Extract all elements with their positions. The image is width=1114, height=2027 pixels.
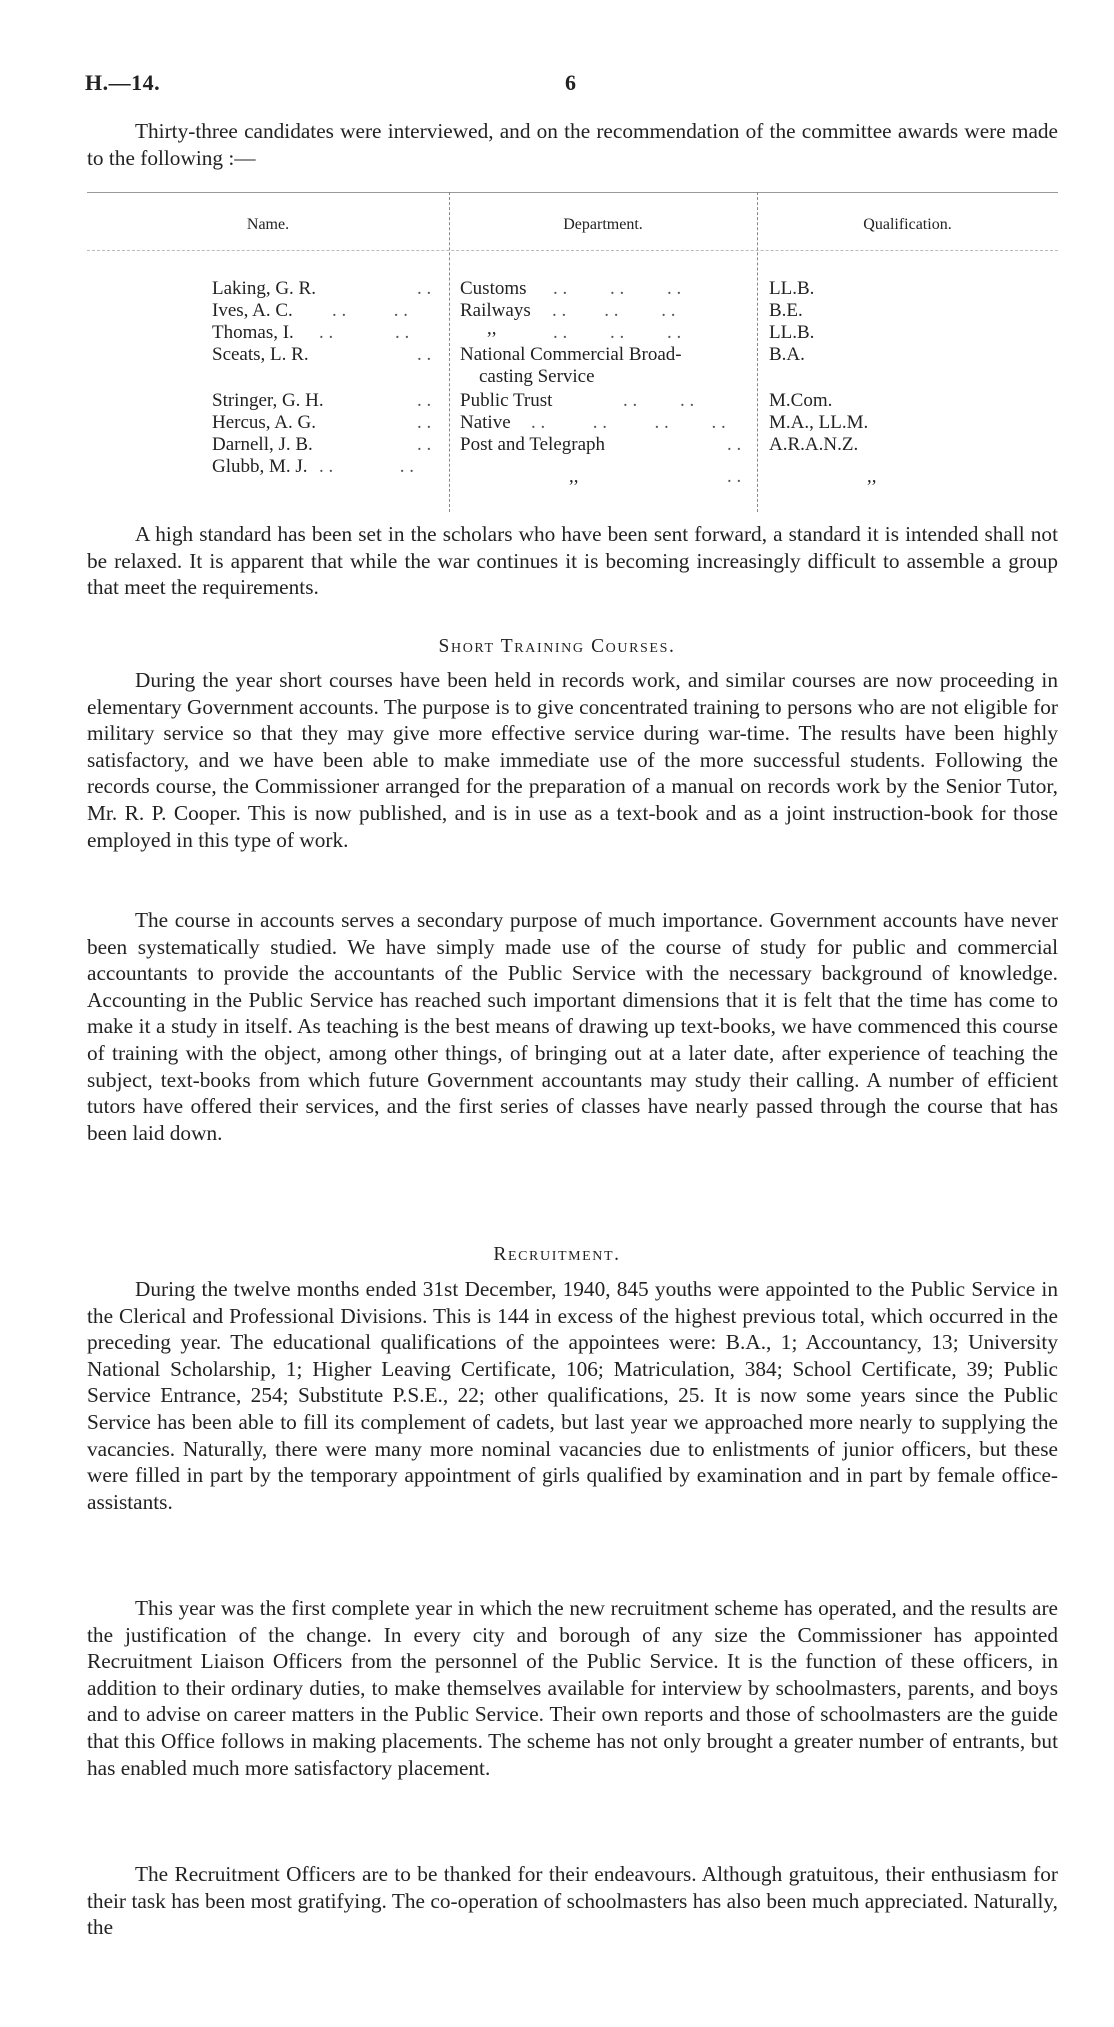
table-row-qualification: M.A., LL.M. bbox=[769, 412, 869, 433]
leader-dots: . . bbox=[417, 278, 432, 299]
document-code: H.—14. bbox=[85, 70, 161, 95]
table-header-rule bbox=[87, 250, 1058, 251]
leader-dots: . . . . bbox=[319, 456, 414, 477]
table-row-qualification: B.A. bbox=[769, 344, 805, 365]
leader-dots: . . bbox=[417, 344, 432, 365]
leader-dots: . . . . bbox=[623, 390, 695, 411]
table-row-name: Darnell, J. B. bbox=[212, 434, 313, 455]
leader-dots: . . bbox=[417, 390, 432, 411]
table-row-qualification: LL.B. bbox=[769, 322, 815, 343]
section-heading-recruitment: Recruitment. bbox=[493, 1244, 621, 1265]
table-row-qualification: A.R.A.N.Z. bbox=[769, 434, 859, 455]
table-row-department: Public Trust bbox=[460, 390, 553, 411]
table-row-department: Customs bbox=[460, 278, 527, 299]
table-row-name: Thomas, I. bbox=[212, 322, 294, 343]
table-row-department: Post and Telegraph bbox=[460, 434, 606, 455]
table-row-department: Native bbox=[460, 412, 511, 433]
short-training-paragraph-1: During the year short courses have been held in records work, and similar courses are now proceeding in elementary Government accounts. The purpose is to give concentrated training to persons who are not eligible for military service so that they may give more effective service during war-time. The results have been highly satisfactory, and we have been able to make immediate use of the more successful students. Following the records course, the Commissioner arranged for the preparation of a manual on records work by the Senior Tutor, Mr. R. P. Cooper. This is now published, and is in use as a text-book and as a joint instruction-book for those employed in this type of work. bbox=[87, 668, 1058, 852]
leader-dots: . . . . . . bbox=[552, 300, 676, 321]
table-row-department-line-2: casting Service bbox=[479, 366, 595, 387]
table-row-name: Glubb, M. J. bbox=[212, 456, 308, 477]
table-row-department-line-1: National Commercial Broad- bbox=[460, 344, 682, 365]
table-row-department: Railways bbox=[460, 300, 531, 321]
leader-dots: . . bbox=[417, 434, 432, 455]
short-training-paragraph-2: The course in accounts serves a secondary purpose of much importance. Government accounts have never been systematically studied. We have simply made use of the course of study for public and commercial accountants to provide the accountants of the Public Service with the necessary background of knowledge. Accounting in the Public Service has reached such important dimensions that it is felt that the time has come to make it a study in itself. As teaching is the best means of drawing up text-books, we have commenced this course of training with the object, among other things, of bringing out at a later date, after experience of teaching the subject, text-books from which future Government accountants may study their calling. A number of efficient tutors have offered their services, and the first series of classes have nearly passed through the course that has been laid down. bbox=[87, 908, 1058, 1145]
page-number: 6 bbox=[565, 70, 576, 95]
column-header-name: Name. bbox=[246, 216, 290, 233]
leader-dots: . . . . bbox=[319, 322, 410, 343]
table-row-name: Sceats, L. R. bbox=[212, 344, 309, 365]
leader-dots: . . bbox=[727, 466, 742, 487]
table-row-department: ,, bbox=[569, 466, 579, 487]
leader-dots: . . . . . . bbox=[553, 322, 682, 343]
leader-dots: . . bbox=[727, 434, 742, 455]
table-column-divider-1 bbox=[449, 192, 450, 512]
leader-dots: . . . . . . bbox=[553, 278, 682, 299]
standard-paragraph: A high standard has been set in the scholars who have been sent forward, a standard it is intended shall not be relaxed. It is apparent that while the war continues it is becoming increasingly difficult to assemble a group that meet the requirements. bbox=[87, 522, 1058, 600]
table-row-department: ,, bbox=[487, 318, 497, 339]
table-row-qualification: ,, bbox=[867, 466, 877, 487]
table-column-divider-2 bbox=[757, 192, 758, 512]
intro-paragraph: Thirty-three candidates were interviewed, and on the recommendation of the committee awards were made to the following :— bbox=[87, 119, 1058, 170]
table-row-qualification: B.E. bbox=[769, 300, 803, 321]
leader-dots: . . . . bbox=[332, 300, 408, 321]
table-row-name: Laking, G. R. bbox=[212, 278, 316, 299]
table-row-qualification: M.Com. bbox=[769, 390, 833, 411]
awards-table bbox=[87, 192, 1058, 514]
table-row-qualification: LL.B. bbox=[769, 278, 815, 299]
table-row-name: Stringer, G. H. bbox=[212, 390, 324, 411]
recruitment-paragraph-1: During the twelve months ended 31st December, 1940, 845 youths were appointed to the Public Service in the Clerical and Professional Divisions. This is 144 in excess of the highest previous total, which occurred in the preceding year. The educational qualifications of the appointees were: B.A., 1; Accountancy, 13; University National Scholarship, 1; Higher Leaving Certificate, 106; Matriculation, 384; School Certificate, 39; Public Service Entrance, 254; Substitute P.S.E., 22; other qualifications, 25. It is now some years since the Public Service has been able to fill its complement of cadets, but last year we approached more nearly to supplying the vacancies. Naturally, there were many more nominal vacancies due to enlistments of junior officers, but these were filled in part by the temporary appointment of girls qualified by examination and in part by female office-assistants. bbox=[87, 1277, 1058, 1514]
table-row-name: Hercus, A. G. bbox=[212, 412, 316, 433]
table-top-rule bbox=[87, 192, 1058, 193]
table-row-name: Ives, A. C. bbox=[212, 300, 293, 321]
leader-dots: . . bbox=[417, 412, 432, 433]
column-header-qualification: Qualification. bbox=[863, 216, 952, 233]
recruitment-paragraph-3: The Recruitment Officers are to be thanked for their endeavours. Although gratuitous, their enthusiasm for their task has been most gratifying. The co-operation of schoolmasters has also been much appreciated. Naturally, the bbox=[87, 1862, 1058, 1940]
section-heading-short-training: Short Training Courses. bbox=[438, 636, 676, 657]
column-header-department: Department. bbox=[563, 216, 643, 233]
recruitment-paragraph-2: This year was the first complete year in which the new recruitment scheme has operated, and the results are the justification of the change. In every city and borough of any size the Commissioner has appointed Recruitment Liaison Officers from the personnel of the Public Service. It is the function of these officers, in addition to their ordinary duties, to make themselves available for interview by schoolmasters, parents, and boys and to advise on career matters in the Public Service. Their own reports and those of schoolmasters are the guide that this Office follows in making placements. The scheme has not only brought a greater number of entrants, but has enabled much more satisfactory placement. bbox=[87, 1596, 1058, 1780]
leader-dots: . . . . . . . . bbox=[531, 412, 726, 433]
